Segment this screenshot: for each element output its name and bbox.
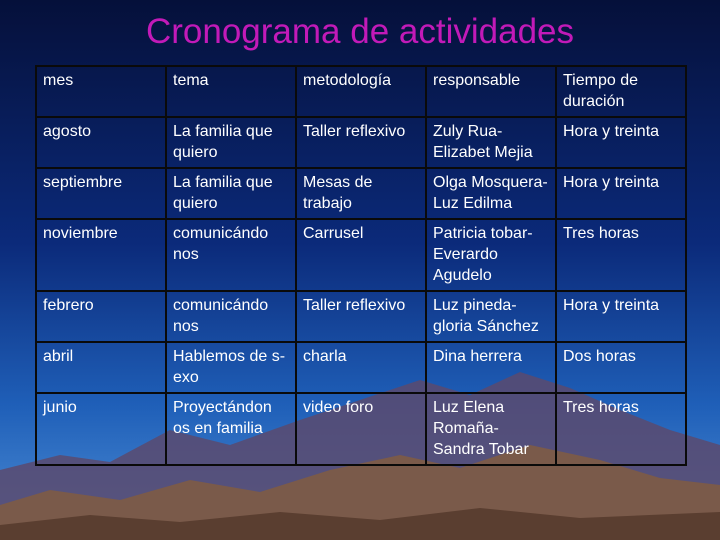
cell-methodology: video foro (296, 393, 426, 465)
header-methodology: metodología (296, 66, 426, 117)
table-row (36, 117, 686, 168)
cell-topic: comunicándo nos (166, 219, 296, 291)
cell-month: agosto (36, 117, 166, 168)
cell-topic: Hablemos de s-exo (166, 342, 296, 393)
table-row (36, 342, 686, 393)
cell-duration: Tres horas (556, 219, 686, 291)
table-row (36, 219, 686, 291)
page-title: Cronograma de actividades (145, 12, 574, 51)
header-responsible: responsable (426, 66, 556, 117)
cell-responsible: Zuly Rua-Elizabet Mejia (426, 117, 556, 168)
table-row (36, 291, 686, 342)
cell-responsible: Luz Elena Romaña-Sandra Tobar (426, 393, 556, 465)
cell-topic: Proyectándon os en familia (166, 393, 296, 465)
cell-responsible: Dina herrera (426, 342, 556, 393)
table-row (36, 168, 686, 219)
cell-topic: La familia que quiero (166, 117, 296, 168)
cell-responsible: Patricia tobar-Everardo Agudelo (426, 219, 556, 291)
header-month: mes (36, 66, 166, 117)
cell-methodology: Taller reflexivo (296, 291, 426, 342)
cell-month: febrero (36, 291, 166, 342)
cell-month: junio (36, 393, 166, 465)
cell-methodology: Carrusel (296, 219, 426, 291)
table-row (36, 393, 686, 465)
table-header-row (36, 66, 686, 117)
cell-methodology: Mesas de trabajo (296, 168, 426, 219)
cell-duration: Hora y treinta (556, 117, 686, 168)
cell-month: abril (36, 342, 166, 393)
activities-table (35, 65, 687, 466)
cell-duration: Dos horas (556, 342, 686, 393)
cell-methodology: Taller reflexivo (296, 117, 426, 168)
header-topic: tema (166, 66, 296, 117)
cell-topic: comunicándo nos (166, 291, 296, 342)
cell-methodology: charla (296, 342, 426, 393)
header-duration: Tiempo de duración (556, 66, 686, 117)
cell-duration: Hora y treinta (556, 168, 686, 219)
cell-duration: Hora y treinta (556, 291, 686, 342)
cell-month: noviembre (36, 219, 166, 291)
cell-duration: Tres horas (556, 393, 686, 465)
cell-responsible: Olga Mosquera-Luz Edilma (426, 168, 556, 219)
cell-responsible: Luz pineda-gloria Sánchez (426, 291, 556, 342)
cell-topic: La familia que quiero (166, 168, 296, 219)
cell-month: septiembre (36, 168, 166, 219)
